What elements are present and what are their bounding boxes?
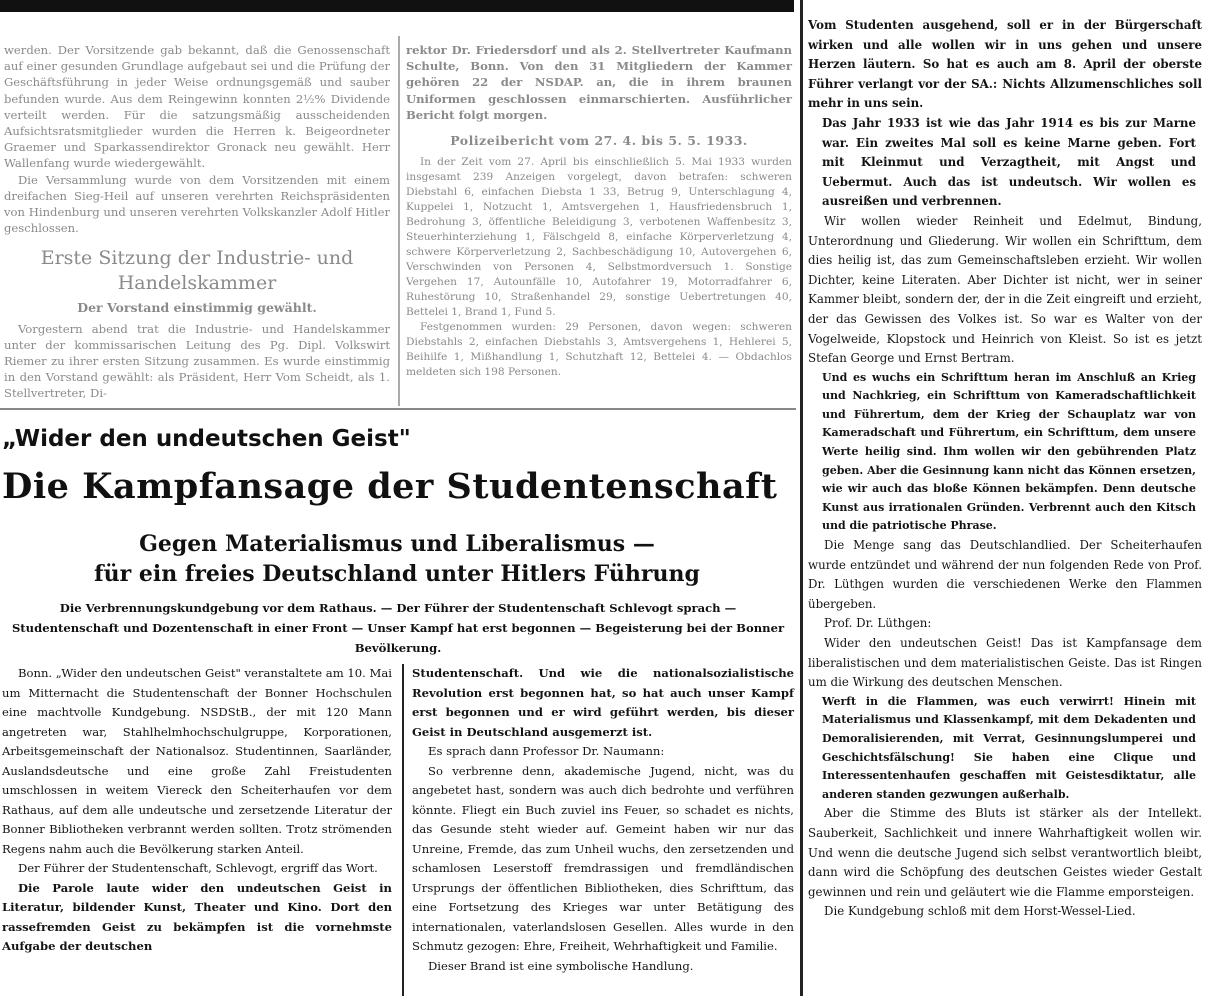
right-paragraph-2: Das Jahr 1933 ist wie das Jahr 1914 es bis zur Marne war. Ein zweites Mal soll es keine Marne geben. Fort mit Kleinmut und Verzagtheit, mit Angst und Uebermut. Auch das ist undeutsch. Wir wollen es ausreißen und verbrennen. <box>822 115 1196 209</box>
article-subhead-2: für ein freies Deutschland unter Hitlers Führung <box>94 561 700 587</box>
article-col1-paragraph-1: Bonn. „Wider den undeutschen Geist" veranstaltete am 10. Mai um Mitternacht die Studentenschaft der Bonner Hochschulen eine machtvolle Kundgebung. NSDStB., der mit 120 Mann angetreten war, Stahlhelmhochschulgruppe, Korporationen, Arbeitsgemeinschaft der Nationalsoz. Studentinnen, Saarländer, Auslandsdeutsche und eine große Zahl Freistudenten umschlossen in weitem Viereck den Scheiterhaufen vor dem Rathaus, auf dem alle undeutsche und zersetzende Literatur der Bonner Bibliotheken verbrannt werden sollten. Trotz strömenden Regens nahm auch die Bevölkerung starken Anteil. <box>2 666 392 856</box>
article-col2-paragraph-1: Studentenschaft. Und wie die nationalsozialistische Revolution erst begonnen hat, so hat auch unser Kampf erst begonnen und er wird geführt werden, bis dieser Geist in Deutschland ausgemerzt ist. <box>412 666 794 739</box>
article-teaser: Die Verbrennungskundgebung vor dem Rathaus. — Der Führer der Studentenschaft Schlevogt sprach — Studentenschaft und Dozentenschaft in einer Front — Unser Kampf hat erst begonnen — Begeisterung bei der Bonner Bevölkerung. <box>11 601 785 655</box>
top-left-column <box>4 42 390 402</box>
article-col2-paragraph-3: So verbrenne denn, akademische Jugend, nicht, was du angebetet hast, sondern was auch dich bedrohte und verführen könnte. Fliegt ein Buch zuviel ins Feuer, so schadet es nichts, das Gesunde steht wieder auf. Gemeint haben wir nur das Unreine, Fremde, das zum Unheil wuchs, den zersetzenden und schamlosen Leserstoff fremdrassigen und fremdländischen Ursprungs der öffentlichen Bibliotheken, dies Schrifttum, das eine Fortsetzung des Krieges war unter Betätigung des internationalen, vaterlandslosen Gesellen. Alles wurde in den Schmutz gezogen: Ehre, Freiheit, Wehrhaftigkeit und Familie. <box>412 763 794 953</box>
right-paragraph-9: Aber die Stimme des Bluts ist stärker als der Intellekt. Sauberkeit, Sachlichkeit und innere Wahrhaftigkeit wollen wir. Und wenn die deutsche Jugend sich selbst verantwortlich bleibt, dann wird die Schöpfung des deutschen Geistes wieder Gestalt gewinnen und rein und geläutert wie die Flamme emporsteigen. <box>808 806 1202 899</box>
police-report-arrests: Festgenommen wurden: 29 Personen, davon wegen: schweren Diebstahls 2, einfachen Diebstahls 3, Amtsvergehens 1, Hehlerei 5, Beihilfe 1, Mißhandlung 1, Schutzhaft 12, Bettelei 4. — Obdachlos meldeten sich 198 Personen. <box>406 321 792 379</box>
right-paragraph-10: Die Kundgebung schloß mit dem Horst-Wessel-Lied. <box>824 904 1136 919</box>
article-col2-paragraph-4: Dieser Brand ist eine symbolische Handlung. <box>428 958 694 973</box>
article-col1-paragraph-3: Die Parole laute wider den undeutschen Geist in Literatur, bildender Kunst, Theater und Kino. Dort den rassefremden Geist zu bekämpfen ist die vornehmste Aufgabe der deutschen <box>2 880 392 953</box>
right-paragraph-4: Und es wuchs ein Schrifttum heran im Anschluß an Krieg und Nachkrieg, ein Schrifttum von Kameradschaftlichkeit und Führertum, dem der Krieg der Schauplatz war von Kameradschaft und Führertum, ein Schrifttum, dem unsere Werte heilig sind. Ihm wollen wir den gebührenden Platz geben. Aber die Gesinnung kann nicht das Können ersetzen, wie wir auch das bloße Können bekämpfen. Denn deutsche Kunst aus irrationalen Gründen. Verbrennt auch den Kitsch und die patriotische Phrase. <box>822 370 1196 533</box>
police-report-heading: Polizeibericht vom 27. 4. bis 5. 5. 1933. <box>450 133 748 149</box>
chamber-section-paragraph: Vorgestern abend trat die Industrie- und Handelskammer unter der kommissarischen Leitung des Pg. Dipl. Volkswirt Riemer zu ihrer ersten Sitzung zusammen. Es wurde einstimmig in den Vorstand gewählt: als Präsident, Herr Vom Scheidt, als 1. Stellvertreter, Di- <box>4 321 390 401</box>
right-paragraph-5: Die Menge sang das Deutschlandlied. Der Scheiterhaufen wurde entzündet und während der nun folgenden Rede von Prof. Dr. Lüthgen wurden die verschiedenen Werke den Flammen übergeben. <box>808 538 1202 611</box>
chamber-section-title: Erste Sitzung der Industrie- und Handelskammer <box>40 247 354 295</box>
right-paragraph-6: Prof. Dr. Lüthgen: <box>824 616 932 631</box>
right-paragraph-3: Wir wollen wieder Reinheit und Edelmut, Bindung, Unterordnung und Gliederung. Wir wollen ein Schrifttum, dem dies heilig ist, das zum Gemeinschaftsleben erzieht. Wir wollen Dichter, keine Literaten. Aber Dichter ist nicht, wer in seiner Kammer bleibt, sondern der, der in die Zeit eingreift und erzieht, der das Gewissen des Volkes ist. So war es Walter von der Vogelweide, Klopstock und Heinrich von Kleist. So ist es jetzt Stefan George und Ernst Bertram. <box>808 213 1202 366</box>
article-col2-paragraph-2: Es sprach dann Professor Dr. Naumann: <box>428 744 665 758</box>
chamber-continuation-paragraph: rektor Dr. Friedersdorf und als 2. Stellvertreter Kaufmann Schulte, Bonn. Von den 31 Mitgliedern der Kammer gehören 22 der NSDAP. an, die in ihrem braunen Uniformen geschlossen einmarschierten. Ausführlicher Bericht folgt morgen. <box>406 43 792 122</box>
article-column-2 <box>412 664 794 976</box>
top-left-paragraph-1: werden. Der Vorsitzende gab bekannt, daß die Genossenschaft auf einer gesunden Grundlage aufgebaut sei und die Prüfung der Geschäftsführung in jeder Weise ordnungsgemäß und sauber befunden wurde. Aus dem Reingewinn konnten 2½% Dividende verteilt werden. Für die satzungsmäßig ausscheidenden Aufsichtsratsmitglieder wurden die Herren k. Beigeordneter Graemer und Sparkassendirektor Gronack neu gewählt. Herr Wallenfang wurde wiedergewählt. <box>4 43 390 171</box>
right-column-divider <box>800 0 803 996</box>
police-report-text: In der Zeit vom 27. April bis einschließlich 5. Mai 1933 wurden insgesamt 239 Anzeigen vorgelegt, davon betrafen: schweren Diebstahl 6, einfachen Diebsta 1 33, Betrug 9, Unterschlagung 4, Kuppelei 1, Notzucht 1, Amtsvergehen 1, Hausfriedensbruch 1, Bedrohung 3, öffentliche Beleidigung 3, verbotenen Waffenbesitz 3, Steuerhinterziehung 1, Fälschgeld 8, einfache Körperverletzung 4, schwere Körperverletzung 2, Sachbeschädigung 10, Autovergehen 6, Verschwinden von Personen 4, Selbstmordversuch 1. Sonstige Vergehen 17, Autounfälle 10, Autofahrer 19, Motorradfahrer 6, Ruhestörung 10, Straßenhandel 29, sonstige Uebertretungen 40, Bettelei 1, Brand 1, Fund 5. <box>406 156 792 319</box>
chamber-section-subtitle: Der Vorstand einstimmig gewählt. <box>77 300 317 316</box>
right-paragraph-7: Wider den undeutschen Geist! Das ist Kampfansage dem liberalistischen und dem materialistischen Geiste. Das ist Ringen um die Wirkung des deutschen Menschen. <box>808 636 1202 690</box>
top-middle-column <box>406 42 792 380</box>
article-column-divider <box>402 664 404 996</box>
right-paragraph-8: Werft in die Flammen, was euch verwirrt! Hinein mit Materialismus und Klassenkampf, mit dem Dekadenten und Demoralisierenden, mit Verrat, Gesinnungslumperei und Geschichtsfälschung! Sie haben eine Clique und Interessentenhaufen geschaffen mit Geistesdiktatur, alle anderen standen gezwungen außerhalb. <box>822 694 1196 801</box>
article-column-1 <box>2 664 392 957</box>
article-kicker: „Wider den undeutschen Geist" <box>2 426 411 452</box>
article-col1-paragraph-2: Der Führer der Studentenschaft, Schlevogt, ergriff das Wort. <box>18 861 378 875</box>
top-black-bar <box>0 0 794 12</box>
article-headline: Die Kampfansage der Studentenschaft <box>2 466 778 507</box>
top-left-paragraph-2: Die Versammlung wurde von dem Vorsitzenden mit einem dreifachen Sieg-Heil auf unseren verehrten Reichspräsidenten von Hindenburg und unseren verehrten Volkskanzler Adolf Hitler geschlossen. <box>4 172 390 236</box>
top-section-rule <box>0 408 796 410</box>
top-column-divider <box>398 36 400 406</box>
right-column <box>808 16 1202 922</box>
right-paragraph-1: Vom Studenten ausgehend, soll er in der Bürgerschaft wirken und alle wollen wir in uns gehen und unsere Herzen läutern. So hat es auch am 8. April der oberste Führer verlangt vor der SA.: Nichts Allzumenschliches soll mehr in uns sein. <box>808 18 1202 111</box>
article-subhead-1: Gegen Materialismus und Liberalismus — <box>139 531 655 557</box>
